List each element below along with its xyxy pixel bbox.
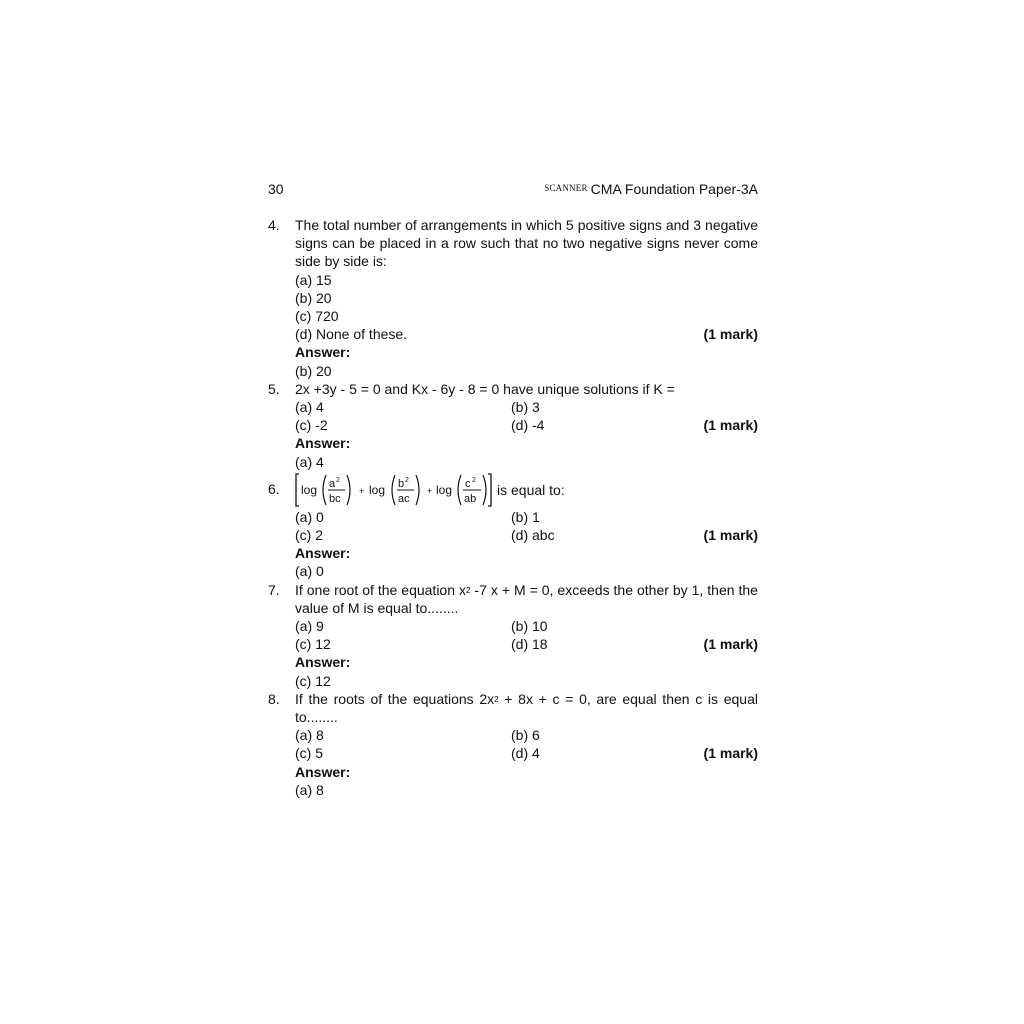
question-text	[295, 581, 758, 617]
question-4	[268, 216, 758, 380]
option-c: (c) 720	[295, 307, 339, 324]
term2-denominator: ac	[398, 492, 410, 505]
question-text	[295, 690, 758, 726]
plus-2: +	[427, 485, 433, 496]
term1-numerator: a	[329, 477, 336, 490]
option-d: (d) 4	[511, 745, 540, 762]
question-6	[268, 471, 758, 581]
question-text: The total number of arrangements in which 5 positive signs and 3 negative signs can be placed in a row such that no two negative signs never come side by side is:	[295, 217, 758, 270]
option-b: (b) 10	[511, 617, 548, 634]
right-square-bracket	[488, 474, 491, 506]
log-formula	[295, 472, 758, 508]
option-row	[295, 726, 758, 744]
option-row	[295, 526, 758, 544]
answer-label: Answer:	[295, 763, 351, 780]
option-a: (a) 0	[295, 508, 324, 525]
option-d: (d) abc	[511, 526, 555, 543]
option-d: (d) -4	[511, 417, 545, 434]
option-a: (a) 9	[295, 617, 324, 634]
page-title: CMA Foundation Paper-3A	[590, 181, 758, 197]
mark-label: (1 mark)	[703, 636, 758, 653]
term3-numerator: c	[465, 477, 471, 490]
option-row	[295, 398, 758, 416]
question-5	[268, 380, 758, 471]
paren-open-2	[392, 475, 395, 505]
option-row	[295, 744, 758, 762]
term2-exponent: 2	[405, 476, 409, 484]
log-2: log	[369, 482, 386, 497]
paren-close-3	[483, 475, 486, 505]
option-c: (c) 2	[295, 526, 323, 543]
mark-label: (1 mark)	[703, 526, 758, 543]
left-square-bracket	[296, 474, 299, 506]
answer-label: Answer:	[295, 545, 351, 562]
mark-label: (1 mark)	[703, 417, 758, 434]
option-row	[295, 416, 758, 434]
question-number: 8.	[268, 690, 280, 707]
option-a: (a) 4	[295, 398, 324, 415]
option-row	[295, 289, 758, 307]
log-3: log	[436, 482, 453, 497]
option-row	[295, 307, 758, 325]
option-row	[295, 635, 758, 653]
option-c: (c) 12	[295, 636, 331, 653]
option-row	[295, 325, 758, 343]
term3-denominator: ab	[464, 492, 477, 505]
term3-exponent: 2	[472, 476, 476, 484]
option-row	[295, 508, 758, 526]
question-number: 4.	[268, 217, 280, 233]
answer-value: (a) 4	[295, 453, 324, 470]
paren-open-3	[458, 475, 461, 505]
question-text-part: -7 x + M = 0, exceeds the other by 1, then the value of M is equal to........	[295, 581, 758, 616]
question-text-part: If one root of the equation x	[295, 581, 466, 598]
superscript: 2	[494, 694, 499, 704]
question-text-part: + 8x + c = 0, are equal then c is equal to........	[295, 690, 758, 725]
answer-label: Answer:	[295, 435, 351, 452]
mark-label: (1 mark)	[703, 326, 758, 343]
question-text: 2x +3y - 5 = 0 and Kx - 6y - 8 = 0 have unique solutions if K =	[295, 380, 675, 397]
page-number: 30	[268, 181, 284, 197]
option-d: (d) None of these.	[295, 326, 408, 343]
log-expression	[295, 472, 527, 508]
option-a: (a) 15	[295, 271, 332, 288]
option-c: (c) -2	[295, 417, 328, 434]
answer-value: (a) 0	[295, 563, 324, 580]
paren-open-1	[323, 475, 326, 505]
option-b: (b) 1	[511, 508, 540, 525]
answer-label: Answer:	[295, 344, 351, 361]
log-1: log	[301, 482, 318, 497]
answer-label: Answer:	[295, 654, 351, 671]
question-text-part: If the roots of the equations 2x	[295, 690, 495, 707]
option-b: (b) 6	[511, 727, 540, 744]
option-row	[295, 271, 758, 289]
question-number: 7.	[268, 581, 280, 598]
paren-close-1	[347, 475, 350, 505]
term2-numerator: b	[398, 477, 405, 490]
scanner-logo: SCANNER	[544, 183, 588, 193]
page-header	[268, 180, 758, 200]
option-b: (b) 20	[295, 289, 332, 306]
plus-1: +	[359, 485, 365, 496]
answer-value: (c) 12	[295, 672, 331, 689]
option-d: (d) 18	[511, 636, 548, 653]
question-text: is equal to:	[497, 481, 565, 498]
answer-value: (b) 20	[295, 362, 332, 379]
option-row	[295, 617, 758, 635]
option-b: (b) 3	[511, 398, 540, 415]
page	[268, 180, 758, 799]
term1-denominator: bc	[329, 492, 341, 505]
header-title-group	[544, 180, 758, 200]
term1-exponent: 2	[336, 476, 340, 484]
mark-label: (1 mark)	[703, 745, 758, 762]
option-c: (c) 5	[295, 745, 323, 762]
paren-close-2	[416, 475, 419, 505]
superscript: 2	[465, 585, 471, 595]
option-a: (a) 8	[295, 727, 324, 744]
question-7	[268, 581, 758, 690]
question-number: 6.	[268, 480, 280, 497]
question-number: 5.	[268, 380, 280, 397]
answer-value: (a) 8	[295, 781, 324, 798]
question-8	[268, 690, 758, 799]
